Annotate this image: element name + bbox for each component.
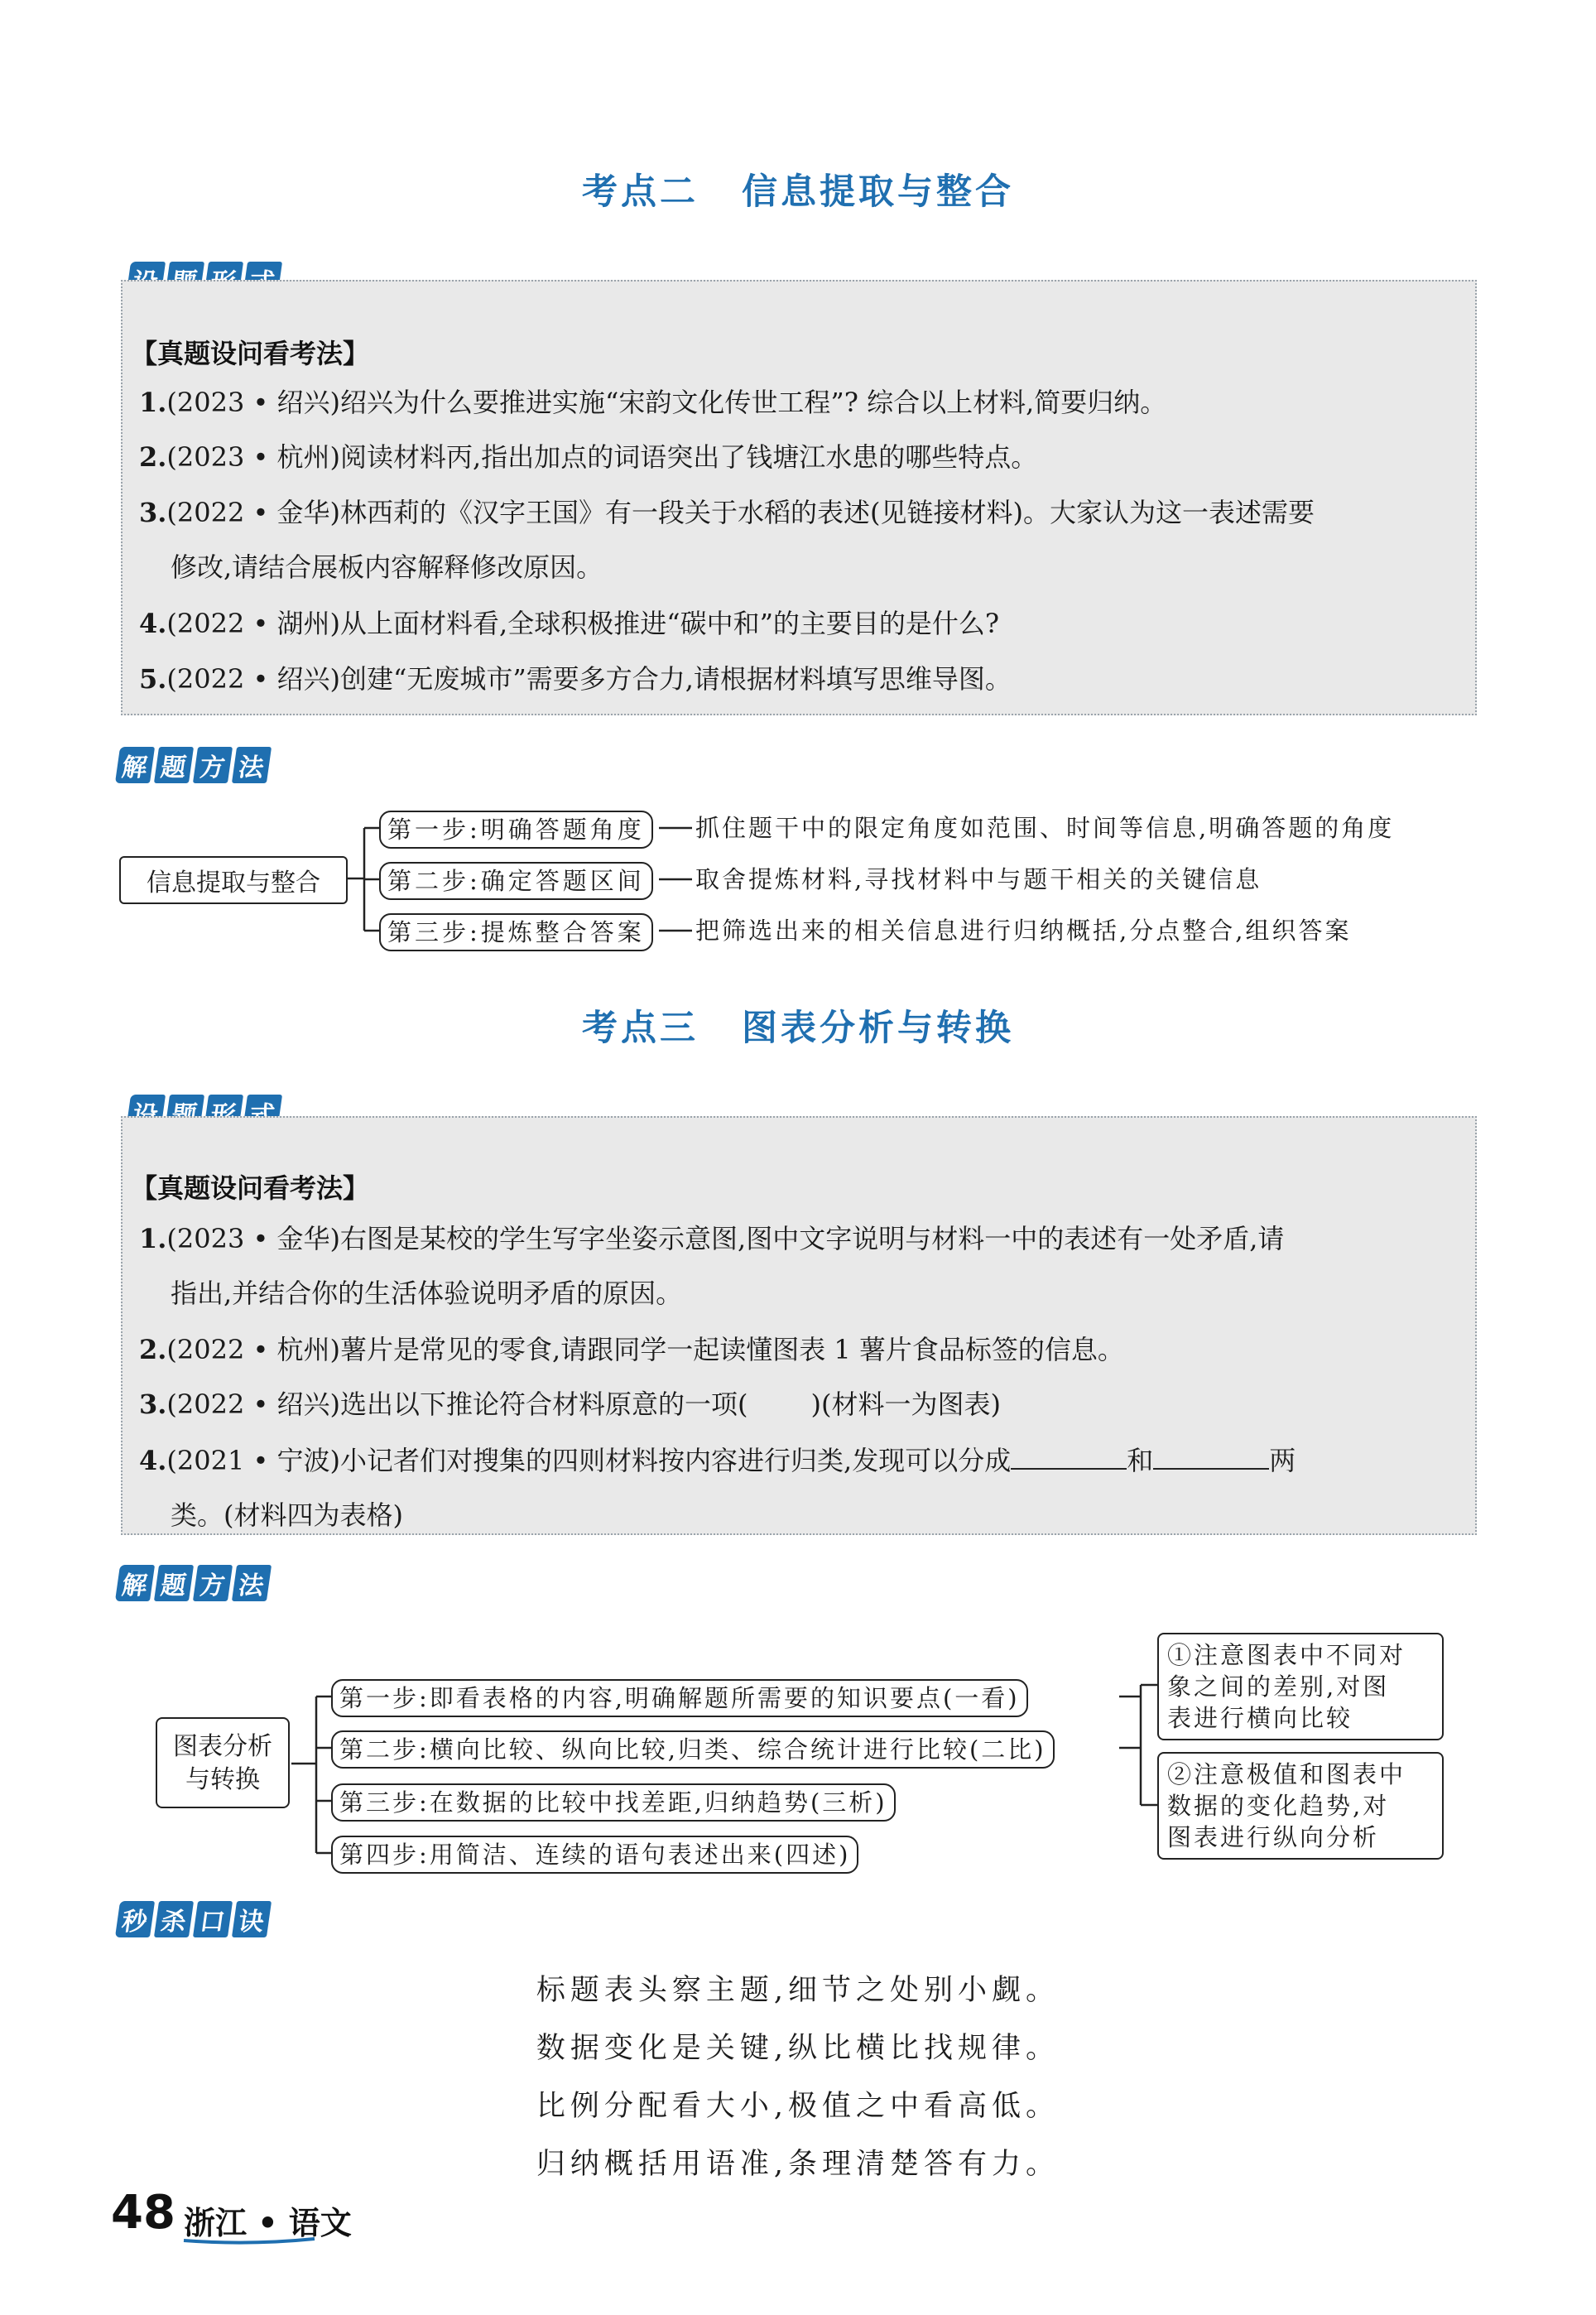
mindmap-step: 第三步:提炼整合答案: [379, 913, 653, 951]
question-item: 5.(2022 • 绍兴)创建“无废城市”需要多方合力,请根据材料填写思维导图。: [139, 663, 1012, 695]
question-item: 4.(2022 • 湖州)从上面材料看,全球积极推进“碳中和”的主要目的是什么?: [139, 608, 1000, 639]
section-title-3: 考点三 图表分析与转换: [582, 1008, 1014, 1049]
tag-char: 解: [115, 1565, 155, 1601]
answer-blank[interactable]: [1153, 1443, 1269, 1470]
mindmap-step: 第二步:横向比较、纵向比较,归类、综合统计进行比较(二比): [331, 1730, 1055, 1769]
tag-solving-method: [118, 747, 273, 785]
mindmap-root: 信息提取与整合: [119, 856, 348, 904]
mindmap-desc: 把筛选出来的相关信息进行归纳概括,分点整合,组织答案: [695, 917, 1352, 945]
mindmap-step: 第四步:用简洁、连续的语句表述出来(四述): [331, 1836, 858, 1874]
mnemonic-line: 标题表头察主题,细节之处别小觑。: [536, 1974, 1060, 2007]
note-line: 图表进行纵向分析: [1167, 1823, 1380, 1851]
note-line: ①注意图表中不同对: [1167, 1641, 1406, 1669]
mnemonic-line: 数据变化是关键,纵比横比找规律。: [536, 2032, 1060, 2065]
box-heading: 【真题设问看考法】: [131, 338, 370, 369]
section-title-2: 考点二 信息提取与整合: [582, 171, 1014, 213]
mindmap-step: 第一步:即看表格的内容,明确解题所需要的知识要点(一看): [331, 1679, 1028, 1717]
tag-mnemonic: [118, 1901, 273, 1939]
mindmap-desc: 取舍提炼材料,寻找材料中与题干相关的关键信息: [695, 865, 1262, 893]
tag-char: 秒: [115, 1901, 155, 1937]
mindmap-note-vertical: [1157, 1752, 1444, 1860]
tag-char: 方: [193, 1565, 233, 1601]
tag-solving-method: [118, 1565, 273, 1603]
question-item: 3.(2022 • 绍兴)选出以下推论符合材料原意的一项( )(材料一为图表): [139, 1389, 1001, 1420]
note-line: 表进行横向比较: [1167, 1704, 1353, 1732]
mindmap-root-line: 与转换: [185, 1765, 260, 1794]
tag-char: 法: [232, 747, 272, 783]
mindmap-root-line: 图表分析: [173, 1732, 272, 1761]
mnemonic-line: 比例分配看大小,极值之中看高低。: [536, 2090, 1060, 2123]
tag-char: 诀: [232, 1901, 272, 1937]
question-item: 4.(2021 • 宁波)小记者们对搜集的四则材料按内容进行归类,发现可以分成 和 两 类。(材料四为表格): [139, 1445, 1296, 1531]
question-item: 1.(2023 • 绍兴)绍兴为什么要推进实施“宋韵文化传世工程”? 综合以上材料,简要归纳。: [139, 387, 1167, 418]
question-item: 1.(2023 • 金华)右图是某校的学生写字坐姿示意图,图中文字说明与材料一中的表述有一处矛盾,请 指出,并结合你的生活体验说明矛盾的原因。: [139, 1223, 1285, 1309]
page-number: 48: [111, 2186, 175, 2240]
tag-char: 题: [154, 747, 194, 783]
mnemonic-line: 归纳概括用语准,条理清楚答有力。: [536, 2148, 1060, 2181]
mindmap-step: 第一步:明确答题角度: [379, 811, 653, 849]
tag-char: 方: [193, 747, 233, 783]
mindmap-desc: 抓住题干中的限定角度如范围、时间等信息,明确答题的角度: [695, 814, 1395, 842]
note-line: ②注意极值和图表中: [1167, 1760, 1406, 1788]
question-item: 3.(2022 • 金华)林西莉的《汉字王国》有一段关于水稻的表述(见链接材料)。大家认为这一表述需要 修改,请结合展板内容解释修改原因。: [139, 497, 1315, 583]
question-item: 2.(2023 • 杭州)阅读材料丙,指出加点的词语突出了钱塘江水患的哪些特点。: [139, 441, 1038, 473]
note-line: 数据的变化趋势,对: [1167, 1792, 1390, 1820]
tag-char: 杀: [154, 1901, 194, 1937]
tag-char: 口: [193, 1901, 233, 1937]
mindmap-root: [156, 1717, 290, 1808]
question-item: 2.(2022 • 杭州)薯片是常见的零食,请跟同学一起读懂图表 1 薯片食品标签的信息。: [139, 1334, 1124, 1365]
box-heading: 【真题设问看考法】: [131, 1172, 370, 1204]
mindmap-note-horizontal: [1157, 1633, 1444, 1740]
tag-char: 解: [115, 747, 155, 783]
note-line: 象之间的差别,对图: [1167, 1672, 1390, 1701]
tag-char: 题: [154, 1565, 194, 1601]
footer-label: 浙江 • 语文: [184, 2205, 352, 2241]
mindmap-step: 第三步:在数据的比较中找差距,归纳趋势(三析): [331, 1783, 896, 1822]
tag-char: 法: [232, 1565, 272, 1601]
answer-blank[interactable]: [1011, 1443, 1127, 1470]
mindmap-step: 第二步:确定答题区间: [379, 862, 653, 900]
